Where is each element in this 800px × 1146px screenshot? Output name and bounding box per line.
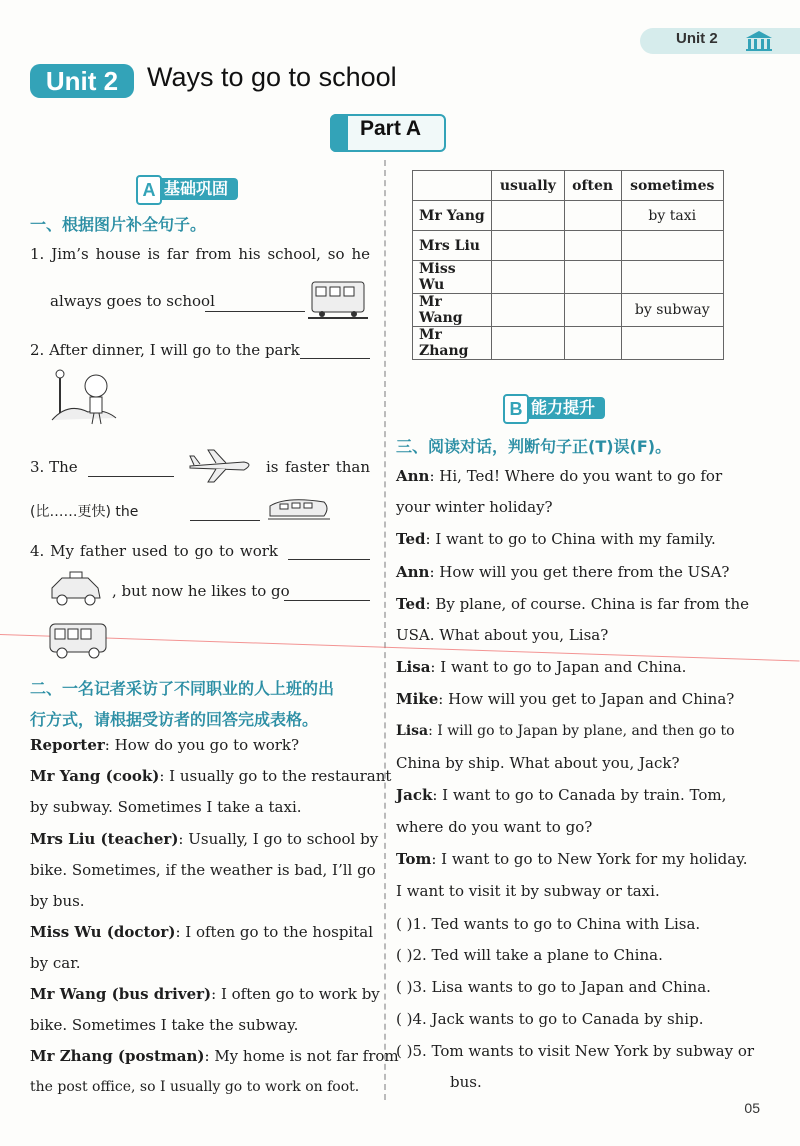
q1-4-blank-a[interactable] — [288, 543, 370, 560]
interview-3-l1: Miss Wu (doctor): I often go to the hospital — [30, 923, 373, 941]
high-speed-train-icon — [266, 494, 332, 524]
q2-heading-l1: 二、一名记者采访了不同职业的人上班的出 — [30, 679, 335, 698]
speaker: Ted — [396, 595, 426, 613]
interview-2-l3: by bus. — [30, 892, 85, 910]
dialogue-1: Ted: I want to go to China with my family. — [396, 530, 716, 548]
section-b-badge — [503, 397, 605, 419]
taxi-icon — [48, 570, 104, 610]
dialogue-6-l2: China by ship. What about you, Jack? — [396, 754, 680, 772]
dialogue-7-l1: Jack: I want to go to Canada by train. Tom, — [396, 786, 727, 804]
page-title: Ways to go to school — [147, 62, 397, 92]
q1-3-line2: (比……更快) the — [30, 504, 139, 520]
q1-3-middle: is faster than — [266, 458, 370, 476]
interview-1-l2: by subway. Sometimes I take a taxi. — [30, 798, 302, 816]
table-cell[interactable] — [621, 261, 724, 294]
building-icon — [744, 30, 774, 52]
q1-3-blank-a[interactable] — [88, 460, 174, 477]
section-a-letter: A — [136, 175, 162, 205]
speaker: Reporter — [30, 736, 105, 754]
line: Hi, Ted! Where do you want to go for — [439, 467, 723, 485]
dialogue-5: Mike: How will you get to Japan and China? — [396, 690, 735, 708]
transport-table — [412, 170, 724, 360]
interview-5-l1: Mr Zhang (postman): My home is not far from — [30, 1047, 399, 1065]
table-cell: Mr Wang — [413, 294, 492, 327]
section-b-label: 能力提升 — [531, 398, 596, 417]
table-cell: Mr Zhang — [413, 327, 492, 360]
q1-2-line1: 2. After dinner, I will go to the park — [30, 341, 300, 359]
table-cell: Miss Wu — [413, 261, 492, 294]
interview-2-l1: Mrs Liu (teacher): Usually, I go to school by — [30, 830, 379, 848]
table-cell[interactable] — [492, 294, 565, 327]
speaker: Lisa — [396, 658, 431, 676]
dialogue-0-l2: your winter holiday? — [396, 498, 553, 516]
line: I want to go to New York for my holiday. — [441, 850, 748, 868]
dialogue-2: Ann: How will you get there from the USA? — [396, 563, 730, 581]
q1-3-blank-b[interactable] — [190, 504, 260, 521]
table-cell: by subway — [621, 294, 724, 327]
table-cell[interactable] — [492, 327, 565, 360]
judgement-3[interactable]: ( )3. Lisa wants to go to Japan and China. — [396, 978, 711, 996]
speaker: Ted — [396, 530, 426, 548]
speaker: Ann — [396, 467, 430, 485]
interview-3-l2: by car. — [30, 954, 81, 972]
dialogue-8-l2: I want to visit it by subway or taxi. — [396, 882, 660, 900]
table-header-cell: sometimes — [621, 171, 724, 201]
section-b-letter: B — [503, 394, 529, 424]
section-a-badge — [136, 178, 238, 200]
line: I want to go to Canada by train. Tom, — [442, 786, 727, 804]
speaker: Mr Zhang (postman) — [30, 1047, 205, 1065]
table-cell[interactable] — [564, 261, 621, 294]
page-number: 05 — [744, 1100, 760, 1116]
line: My home is not far from — [214, 1047, 399, 1065]
q2-heading-l2: 行方式，请根据受访者的回答完成表格。 — [30, 710, 319, 729]
judgement-4[interactable]: ( )4. Jack wants to go to Canada by ship. — [396, 1010, 704, 1028]
line: I want to go to Japan and China. — [440, 658, 687, 676]
speaker: Mr Yang (cook) — [30, 767, 160, 785]
speaker: Mr Wang (bus driver) — [30, 985, 212, 1003]
table-header-row — [413, 171, 724, 201]
judgement-1[interactable]: ( )1. Ted wants to go to China with Lisa. — [396, 915, 701, 933]
line: Usually, I go to school by — [188, 830, 379, 848]
dialogue-4: Lisa: I want to go to Japan and China. — [396, 658, 687, 676]
section-a-label: 基础巩固 — [164, 179, 229, 198]
table-cell: Mr Yang — [413, 201, 492, 231]
line: I often go to work by — [220, 985, 380, 1003]
dialogue-6-l1: Lisa: I will go to Japan by plane, and then go to — [396, 723, 735, 739]
column-divider — [384, 160, 386, 1100]
q1-4-line2: , but now he likes to go — [112, 582, 290, 600]
dialogue-7-l2: where do you want to go? — [396, 818, 593, 836]
interview-2-l2: bike. Sometimes, if the weather is bad, I’ll go — [30, 861, 376, 879]
table-header-cell: usually — [492, 171, 565, 201]
table-row — [413, 261, 724, 294]
q1-1-blank[interactable] — [205, 295, 305, 312]
line: I usually go to the restaurant — [169, 767, 392, 785]
q1-4-line1: 4. My father used to go to work — [30, 542, 278, 560]
speaker: Jack — [396, 786, 433, 804]
q1-heading: 一、根据图片补全句子。 — [30, 215, 207, 234]
line: I often go to the hospital — [185, 923, 373, 941]
interview-4-l2: bike. Sometimes I take the subway. — [30, 1016, 299, 1034]
q1-4-blank-b[interactable] — [284, 584, 370, 601]
table-cell[interactable] — [564, 294, 621, 327]
dialogue-8-l1: Tom: I want to go to New York for my holiday. — [396, 850, 748, 868]
speaker: Mike — [396, 690, 439, 708]
walking-boy-icon — [48, 368, 120, 428]
line: How will you get to Japan and China? — [448, 690, 735, 708]
interview-4-l1: Mr Wang (bus driver): I often go to work by — [30, 985, 380, 1003]
header-bar — [640, 28, 800, 54]
table-header-cell: often — [564, 171, 621, 201]
table-cell[interactable] — [564, 327, 621, 360]
table-cell[interactable] — [492, 231, 565, 261]
table-row — [413, 294, 724, 327]
table-cell[interactable] — [492, 201, 565, 231]
table-cell[interactable] — [564, 231, 621, 261]
line: By plane, of course. China is far from the — [435, 595, 750, 613]
interview-1-l1: Mr Yang (cook): I usually go to the restaurant — [30, 767, 392, 785]
unit-badge: Unit 2 — [30, 64, 134, 98]
dialogue-3-l1: Ted: By plane, of course. China is far from the — [396, 595, 750, 613]
table-cell[interactable] — [621, 327, 724, 360]
q1-1-line1: 1. Jim’s house is far from his school, so he — [30, 245, 370, 263]
interview-0: Reporter: How do you go to work? — [30, 736, 300, 754]
judgement-5-cont: bus. — [450, 1073, 482, 1091]
line: How will you get there from the USA? — [439, 563, 730, 581]
speaker: Lisa — [396, 723, 429, 739]
table-row — [413, 327, 724, 360]
bus-icon — [46, 620, 112, 660]
q1-3-prefix: 3. The — [30, 458, 78, 476]
dialogue-3-l2: USA. What about you, Lisa? — [396, 626, 609, 644]
judgement-5[interactable]: ( )5. Tom wants to visit New York by subway or — [396, 1042, 755, 1060]
line: I want to go to China with my family. — [435, 530, 716, 548]
table-row — [413, 231, 724, 261]
table-cell[interactable] — [492, 261, 565, 294]
train-icon — [308, 274, 368, 324]
dialogue-0-l1: Ann: Hi, Ted! Where do you want to go for — [396, 467, 723, 485]
judgement-2[interactable]: ( )2. Ted will take a plane to China. — [396, 946, 663, 964]
q1-2-blank[interactable] — [300, 342, 370, 359]
speaker: Miss Wu (doctor) — [30, 923, 176, 941]
plane-icon — [186, 448, 256, 484]
line: How do you go to work? — [114, 736, 300, 754]
q3-heading: 三、阅读对话，判断句子正(T)误(F)。 — [396, 437, 672, 456]
line: I will go to Japan by plane, and then go to — [437, 723, 735, 739]
q1-1-line2: always goes to school — [50, 292, 215, 310]
part-label: Part A — [360, 117, 422, 140]
unit-tab: Unit 2 — [676, 30, 718, 47]
table-cell[interactable] — [564, 201, 621, 231]
table-cell[interactable] — [621, 231, 724, 261]
table-row — [413, 201, 724, 231]
speaker: Ann — [396, 563, 430, 581]
table-cell: Mrs Liu — [413, 231, 492, 261]
speaker: Tom — [396, 850, 432, 868]
table-header-cell — [413, 171, 492, 201]
speaker: Mrs Liu (teacher) — [30, 830, 179, 848]
table-cell: by taxi — [621, 201, 724, 231]
interview-5-l2: the post office, so I usually go to work on foot. — [30, 1079, 360, 1095]
